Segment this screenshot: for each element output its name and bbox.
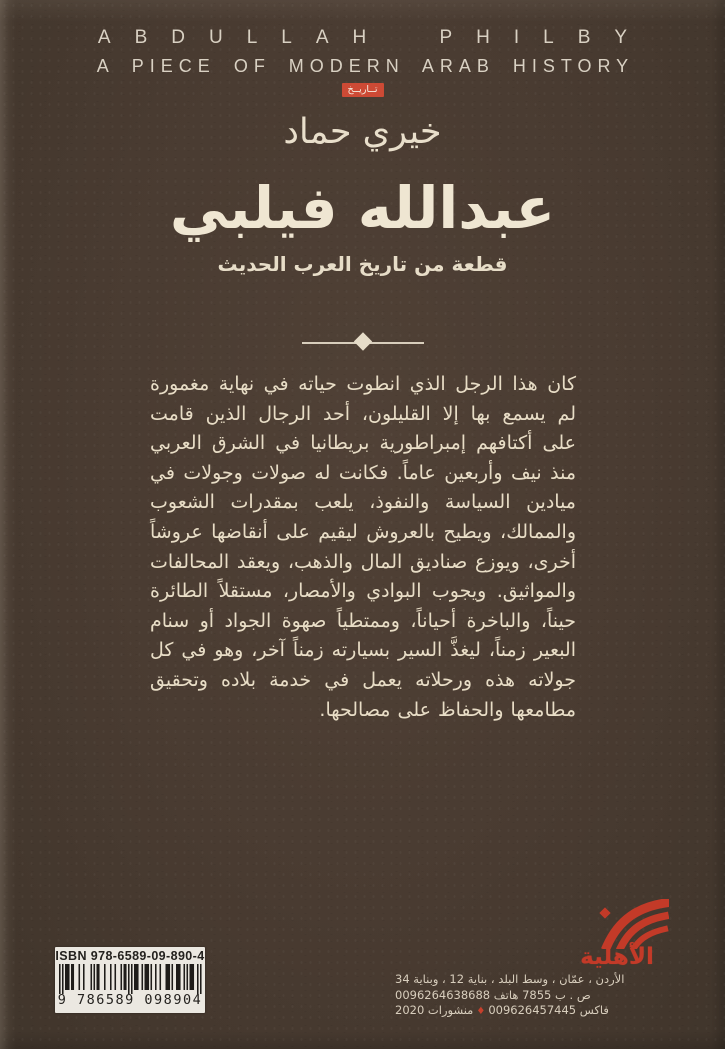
english-title-line2: A PIECE OF MODERN ARAB HISTORY xyxy=(96,56,635,76)
section-divider xyxy=(0,335,725,349)
publisher-publications: منشورات 2020 xyxy=(395,1003,474,1018)
category-badge: تــاريــخ xyxy=(341,83,383,97)
book-subtitle: قطعة من تاريخ العرب الحديث xyxy=(217,252,508,276)
english-title-line1: ABDULLAH PHILBY xyxy=(97,27,652,48)
isbn-text: ISBN 978-6589-09-890-4 xyxy=(55,949,205,963)
blurb-text: كان هذا الرجل الذي انطوت حياته في نهاية مغمورة لم يسمع بها إلا القليلون، أحد الرجال الذين قامت على أكتافهم إمبراطورية بريطانيا في الشرق العربي منذ نيف وأربعين عاماً. فكانت له صولات وجولات في ميادين السياسة والنفوذ، يلعب بمقدرات الشعوب والممالك، ويطيح بالعروش ليقيم على أنقاضها عروشاً أخرى، ويوزع صناديق المال والذهب، ويعقد المحالفات والمواثيق. ويجوب البوادي والأمصار، مستقلاً الطائرة حيناً، والباخرة أحياناً، وممتطياً صهوة الجواد أو سنام البعير زمناً، ليغذَّ السير بسيارته زمناً آخر، وهو في كل جولاته هذه ورحلاته يعمل في خدمة بلاده وتحقيق مطامعها والحفاظ على مصالحها. xyxy=(150,373,576,721)
red-diamond-icon: ♦ xyxy=(476,1006,486,1018)
author-name: خيري حماد xyxy=(283,112,442,152)
barcode-digits: 9 786589 098904 xyxy=(57,992,203,1008)
publisher-logo-text: الأهلية xyxy=(580,944,654,970)
publisher-fax: فاكس 009626457445 xyxy=(488,1003,609,1018)
publisher-logo-mark-icon xyxy=(565,899,669,949)
barcode-label xyxy=(55,947,205,1013)
publisher-logo xyxy=(561,899,673,969)
publisher-fax-publications xyxy=(395,1003,705,1020)
publisher-contacts xyxy=(395,972,705,1020)
diamond-separator-icon xyxy=(353,332,371,350)
barcode-bars-icon xyxy=(57,964,204,994)
book-title: عبدالله فيلبي xyxy=(169,174,556,242)
publisher-pobox-phone: ص . ب 7855 هاتف 0096264638688 xyxy=(395,987,591,1002)
publisher-address: الأردن ، عمّان ، وسط البلد ، بناية 12 ، وبناية 34 xyxy=(395,972,625,986)
